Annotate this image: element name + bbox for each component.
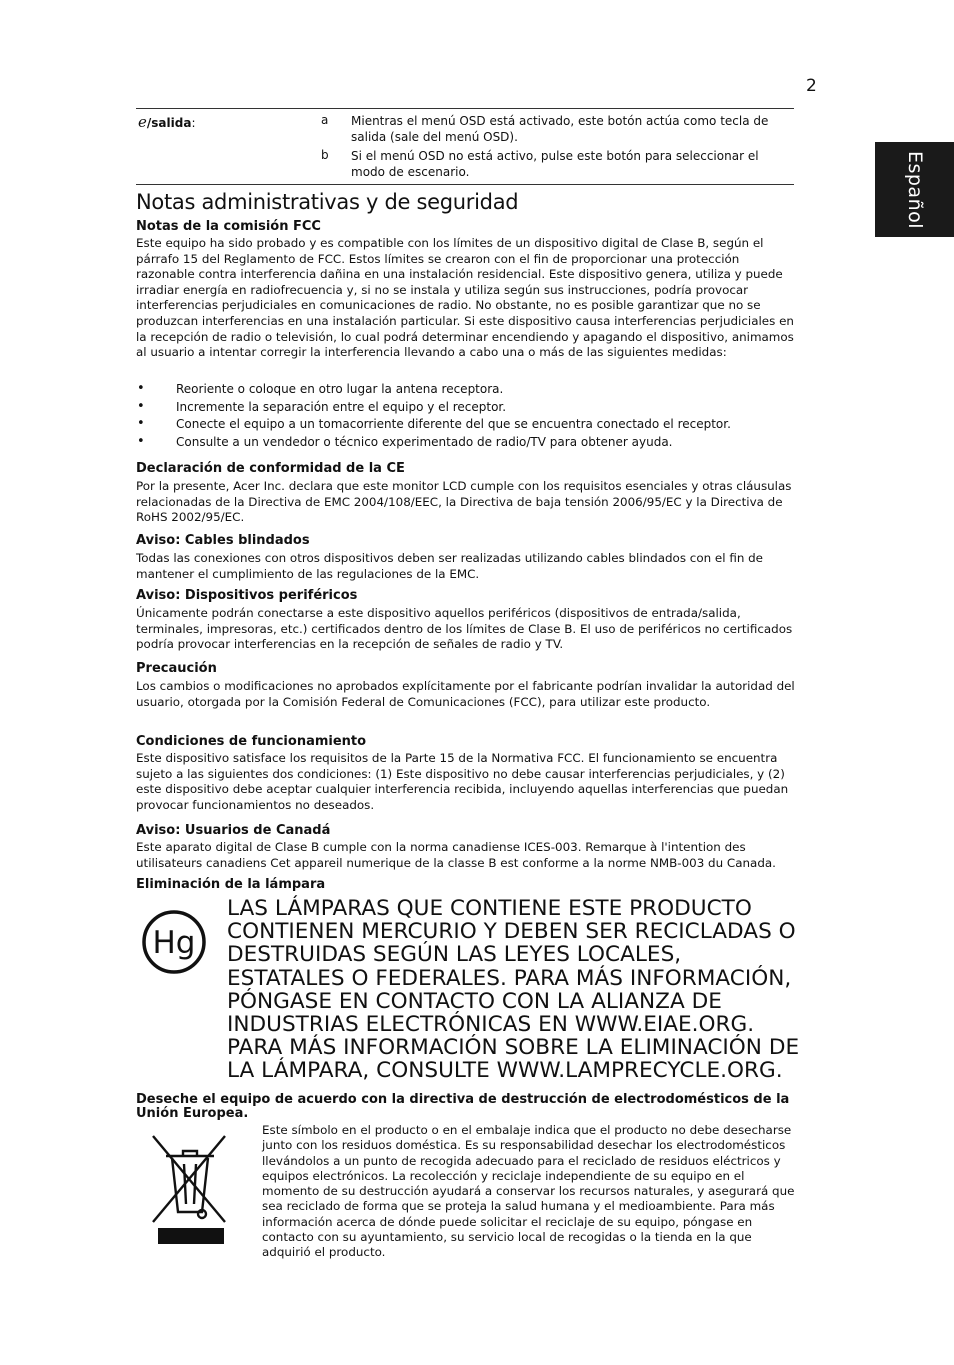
bullet-icon: • <box>137 434 145 450</box>
list-item: • Incremente la separación entre el equipo y el receptor. <box>137 398 507 414</box>
weee-heading: Deseche el equipo de acuerdo con la directiva de destrucción de electrodomésticos de la Unión Europea. <box>136 1092 790 1121</box>
operation-body: Este dispositivo satisface los requisitos de la Parte 15 de la Normativa FCC. El funcionamiento se encuentra sujeto a las siguientes dos condiciones: (1) Este dispositivo no debe causar interferencias perjudiciales, y (2) este dispositivo debe aceptar cualquier interferencia recibida, incluyendo aquellas interferencias que puedan provocar funcionamientos no deseados. <box>136 751 789 812</box>
language-tab <box>875 142 954 237</box>
table-bottom-rule <box>136 184 794 185</box>
page-number: 2 <box>806 76 817 96</box>
table-row-letter: b <box>321 148 329 162</box>
peripherals-body: Únicamente podrán conectarse a este dispositivo aquellos periféricos (dispositivos de entrada/salida, terminales, impresoras, etc.) certificados dentro de los límites de Clase B. El uso de periféricos no certificados podría provocar interferencias en la recepción de señales de radio y TV. <box>136 606 793 652</box>
ce-body: Por la presente, Acer Inc. declara que este monitor LCD cumple con los requisitos esenciales y otras cláusulas relacionadas de la Directiva de EMC 2004/108/EEC, la Directiva de baja tensión 2006/95/EC y la Directiva de RoHS 2002/95/EC. <box>136 479 792 525</box>
fcc-bullet-list <box>136 381 796 452</box>
language-tab-label: Español <box>903 150 926 229</box>
operation-heading: Condiciones de funcionamiento <box>136 734 367 749</box>
table-top-rule <box>136 108 794 109</box>
list-item: • Reoriente o coloque en otro lugar la antena receptora. <box>137 381 504 396</box>
peripherals-heading: Aviso: Dispositivos periféricos <box>136 588 358 603</box>
mercury-hg-icon <box>141 909 207 975</box>
bullet-icon: • <box>137 398 145 414</box>
lamp-heading: Eliminación de la lámpara <box>136 877 326 892</box>
table-row-text: Si el menú OSD no está activo, pulse este botón para seleccionar el modo de escenario. <box>351 149 759 179</box>
list-item: • Conecte el equipo a un tomacorriente diferente del que se encuentra conectado el receptor. <box>137 416 731 432</box>
ce-heading: Declaración de conformidad de la CE <box>136 461 405 476</box>
osd-button-label: e/salida: <box>138 113 196 131</box>
canada-heading: Aviso: Usuarios de Canadá <box>136 823 331 838</box>
caution-body: Los cambios o modificaciones no aprobados explícitamente por el fabricante podrían invalidar la autoridad del usuario, otorgada por la Comisión Federal de Comunicaciones (FCC), para utilizar este producto. <box>136 679 795 709</box>
page-title: Notas administrativas y de seguridad <box>136 190 519 214</box>
crossed-bin-icon <box>150 1132 228 1247</box>
fcc-body: Este equipo ha sido probado y es compatible con los límites de un dispositivo digital de Clase B, según el párrafo 15 del Reglamento de FCC. Estos límites se crearon con el fin de proporcionar una protección razonable contra interferencia dañina en una instalación residencial. Este dispositivo genera, utiliza y puede irradiar energía en radiofrecuencia y, si no se instala y utiliza según sus instrucciones, podría provocar interferencias perjudiciales en comunicaciones de radio. No obstante, no es posible garantizar que no se produzcan interferencias en una instalación particular. Si este dispositivo causa interferencias perjudiciales en la recepción de radio o televisión, lo cual podrá determinar encendiendo y apagando el dispositivo, animamos al usuario a intentar corregir la interferencia llevando a cabo una o más de las siguientes medidas: <box>136 236 794 360</box>
table-row-text: Mientras el menú OSD está activado, este botón actúa como tecla de salida (sale del menú OSD). <box>351 114 769 144</box>
svg-text:Hg: Hg <box>152 925 196 961</box>
cables-heading: Aviso: Cables blindados <box>136 533 310 548</box>
e-key-icon: e <box>138 113 147 131</box>
fcc-heading: Notas de la comisión FCC <box>136 219 321 234</box>
table-row-letter: a <box>321 113 329 127</box>
list-item: • Consulte a un vendedor o técnico experimentado de radio/TV para obtener ayuda. <box>137 434 673 450</box>
bullet-icon: • <box>137 381 145 396</box>
canada-body: Este aparato digital de Clase B cumple con la norma canadiense ICES-003. Remarque à l'intention des utilisateurs canadiens Cet appareil numerique de la classe B est conforme a la norme NMB-003 du Canada. <box>136 840 776 870</box>
weee-body: Este símbolo en el producto o en el embalaje indica que el producto no debe desecharse junto con los residuos doméstica. Es su responsabilidad desechar los electrodomésticos llevándolos a un punto de recogida adecuado para el reciclado de residuos eléctricos y equipos electrónicos. La recolección y reciclaje independiente de su equipo en el momento de su destrucción ayudará a conservar los recursos naturales, y asegurará que sea reciclado de forma que se proteja la salud humana y el medioambiente. Para más información acerca de dónde puede solicitar el reciclaje de su equipo, póngase en contacto con su ayuntamiento, su servicio local de recogidas o la tienda en la que adquirió el producto. <box>262 1123 795 1260</box>
bullet-icon: • <box>137 416 145 432</box>
caution-heading: Precaución <box>136 661 217 676</box>
lamp-body: LAS LÁMPARAS QUE CONTIENE ESTE PRODUCTO CONTIENEN MERCURIO Y DEBEN SER RECICLADAS O DESTRUIDAS SEGÚN LAS LEYES LOCALES, ESTATALES O FEDERALES. PARA MÁS INFORMACIÓN, PÓNGASE EN CONTACTO CON LA ALIANZA DE INDUSTRIAS ELECTRÓNICAS EN WWW.EIAE.ORG. PARA MÁS INFORMACIÓN SOBRE LA ELIMINACIÓN DE LA LÁMPARA, CONSULTE WWW.LAMPRECYCLE.ORG. <box>227 896 800 1084</box>
cables-body: Todas las conexiones con otros dispositivos deben ser realizadas utilizando cables blindados con el fin de mantener el cumplimiento de las regulaciones de la EMC. <box>136 551 764 581</box>
